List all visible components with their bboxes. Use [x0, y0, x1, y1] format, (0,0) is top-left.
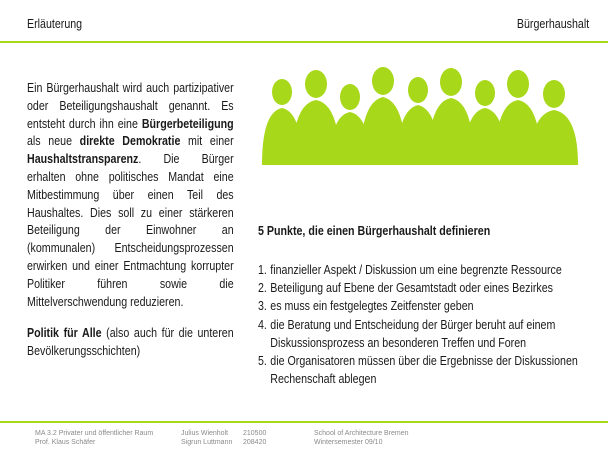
footer-names: Julius Wienholt Sigrun Luttmann	[181, 430, 233, 446]
footer-school: School of Architecture Bremen Wintersemester 09/10	[314, 430, 409, 446]
people-silhouette-graphic	[258, 60, 580, 165]
motto-paragraph: Politik für Alle (also auch für die unteren Bevölkerungsschichten)	[27, 325, 234, 359]
definition-paragraph: Ein Bürgerhaushalt wird auch partizipativer oder Beteiligungshaushalt genannt. Es entsteht durch ihn eine Bürgerbeteiligung als neue direkte Demokratie mit einer Haushaltstransparenz. Die Bürger erhalten ohne politisches Mandat eine Mitbestimmung über einen Teil des Haushaltes. Dies soll zu einer stärkeren Beteiligung der Einwohner an (kommunalen) Entscheidungsprozessen erwirken und einer Entmachtung korrupter Politiker führen sowie die Mittelverschwendung reduzieren.	[27, 80, 234, 309]
section-title: Erläuterung	[27, 16, 83, 31]
points-heading: 5 Punkte, die einen Bürgerhaushalt definieren	[258, 223, 491, 238]
page-header	[0, 0, 608, 44]
list-item: 1. finanzieller Aspekt / Diskussion um eine begrenzte Ressource	[258, 262, 562, 277]
header-divider	[0, 41, 608, 43]
footer-student-ids: 210500 208420	[243, 430, 267, 446]
footer-course: MA 3.2 Privater und öffentlicher Raum Prof. Klaus Schäfer	[35, 430, 154, 446]
topic-title: Bürgerhaushalt	[516, 16, 589, 31]
definition-points-section	[258, 223, 598, 388]
list-item: 3. es muss ein festgelegtes Zeitfenster geben	[258, 298, 474, 314]
page-footer	[0, 429, 608, 456]
list-item: 5. die Organisatoren müssen über die Ergebnisse der Diskussionen Rechenschaft ablegen	[258, 353, 578, 387]
list-item: 2. Beteiligung auf Ebene der Gesamtstadt oder eines Bezirkes	[258, 280, 553, 296]
explanation-text	[27, 79, 234, 360]
footer-divider	[0, 421, 608, 423]
list-item: 4. die Beratung und Entscheidung der Bürger beruht auf einem Diskussionsprozess an besonderen Treffen und Foren	[258, 316, 556, 350]
points-list	[258, 261, 586, 388]
